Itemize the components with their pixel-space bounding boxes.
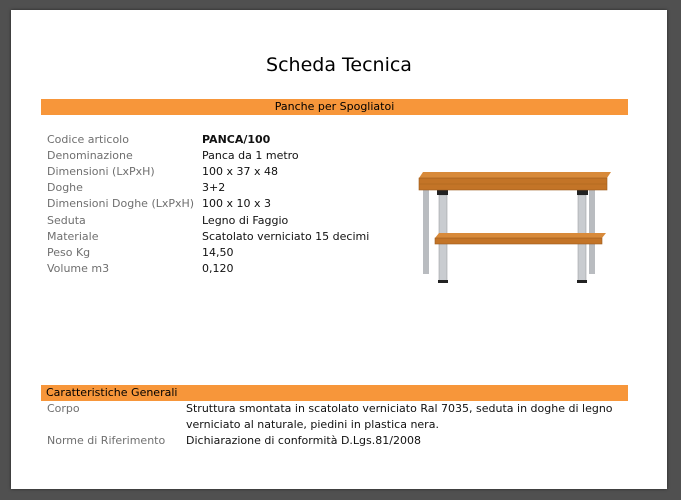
feature-value-line: Dichiarazione di conformità D.Lgs.81/2008 <box>186 434 421 447</box>
bench-leg <box>589 190 595 274</box>
spec-value: 3+2 <box>202 181 226 194</box>
page-title: Scheda Tecnica <box>266 54 412 76</box>
spec-value: Panca da 1 metro <box>202 149 299 162</box>
spec-label: Codice articolo <box>47 133 129 146</box>
features-header-bar: Caratteristiche Generali <box>41 385 628 401</box>
bench-foot <box>577 280 587 283</box>
feature-value-line: Struttura smontata in scatolato verniciato Ral 7035, seduta in doghe di legno <box>186 402 613 415</box>
feature-value-line: verniciato al naturale, piedini in plastica nera. <box>186 418 439 431</box>
bench-seat-top <box>419 172 611 178</box>
spec-label: Dimensioni (LxPxH) <box>47 165 155 178</box>
bench-leg <box>423 190 429 274</box>
bench-shelf-top <box>435 233 606 238</box>
spec-label: Denominazione <box>47 149 133 162</box>
spec-label: Volume m3 <box>47 262 110 275</box>
spec-value: 100 x 37 x 48 <box>202 165 278 178</box>
feature-label: Corpo <box>47 402 80 415</box>
spec-label: Dimensioni Doghe (LxPxH) <box>47 197 195 210</box>
document-page <box>11 10 667 489</box>
spec-label: Materiale <box>47 230 99 243</box>
spec-value: PANCA/100 <box>202 133 271 146</box>
spec-label: Peso Kg <box>47 246 91 259</box>
feature-label: Norme di Riferimento <box>47 434 166 447</box>
bench-product-image <box>401 145 626 315</box>
section-header-bar: Panche per Spogliatoi <box>41 99 628 115</box>
spec-value: 100 x 10 x 3 <box>202 197 271 210</box>
bench-shelf-front <box>435 238 602 244</box>
spec-label: Seduta <box>47 214 86 227</box>
spec-value: 14,50 <box>202 246 234 259</box>
spec-value: Legno di Faggio <box>202 214 289 227</box>
spec-value: 0,120 <box>202 262 234 275</box>
spec-label: Doghe <box>47 181 83 194</box>
spec-value: Scatolato verniciato 15 decimi <box>202 230 370 243</box>
bench-foot <box>438 280 448 283</box>
